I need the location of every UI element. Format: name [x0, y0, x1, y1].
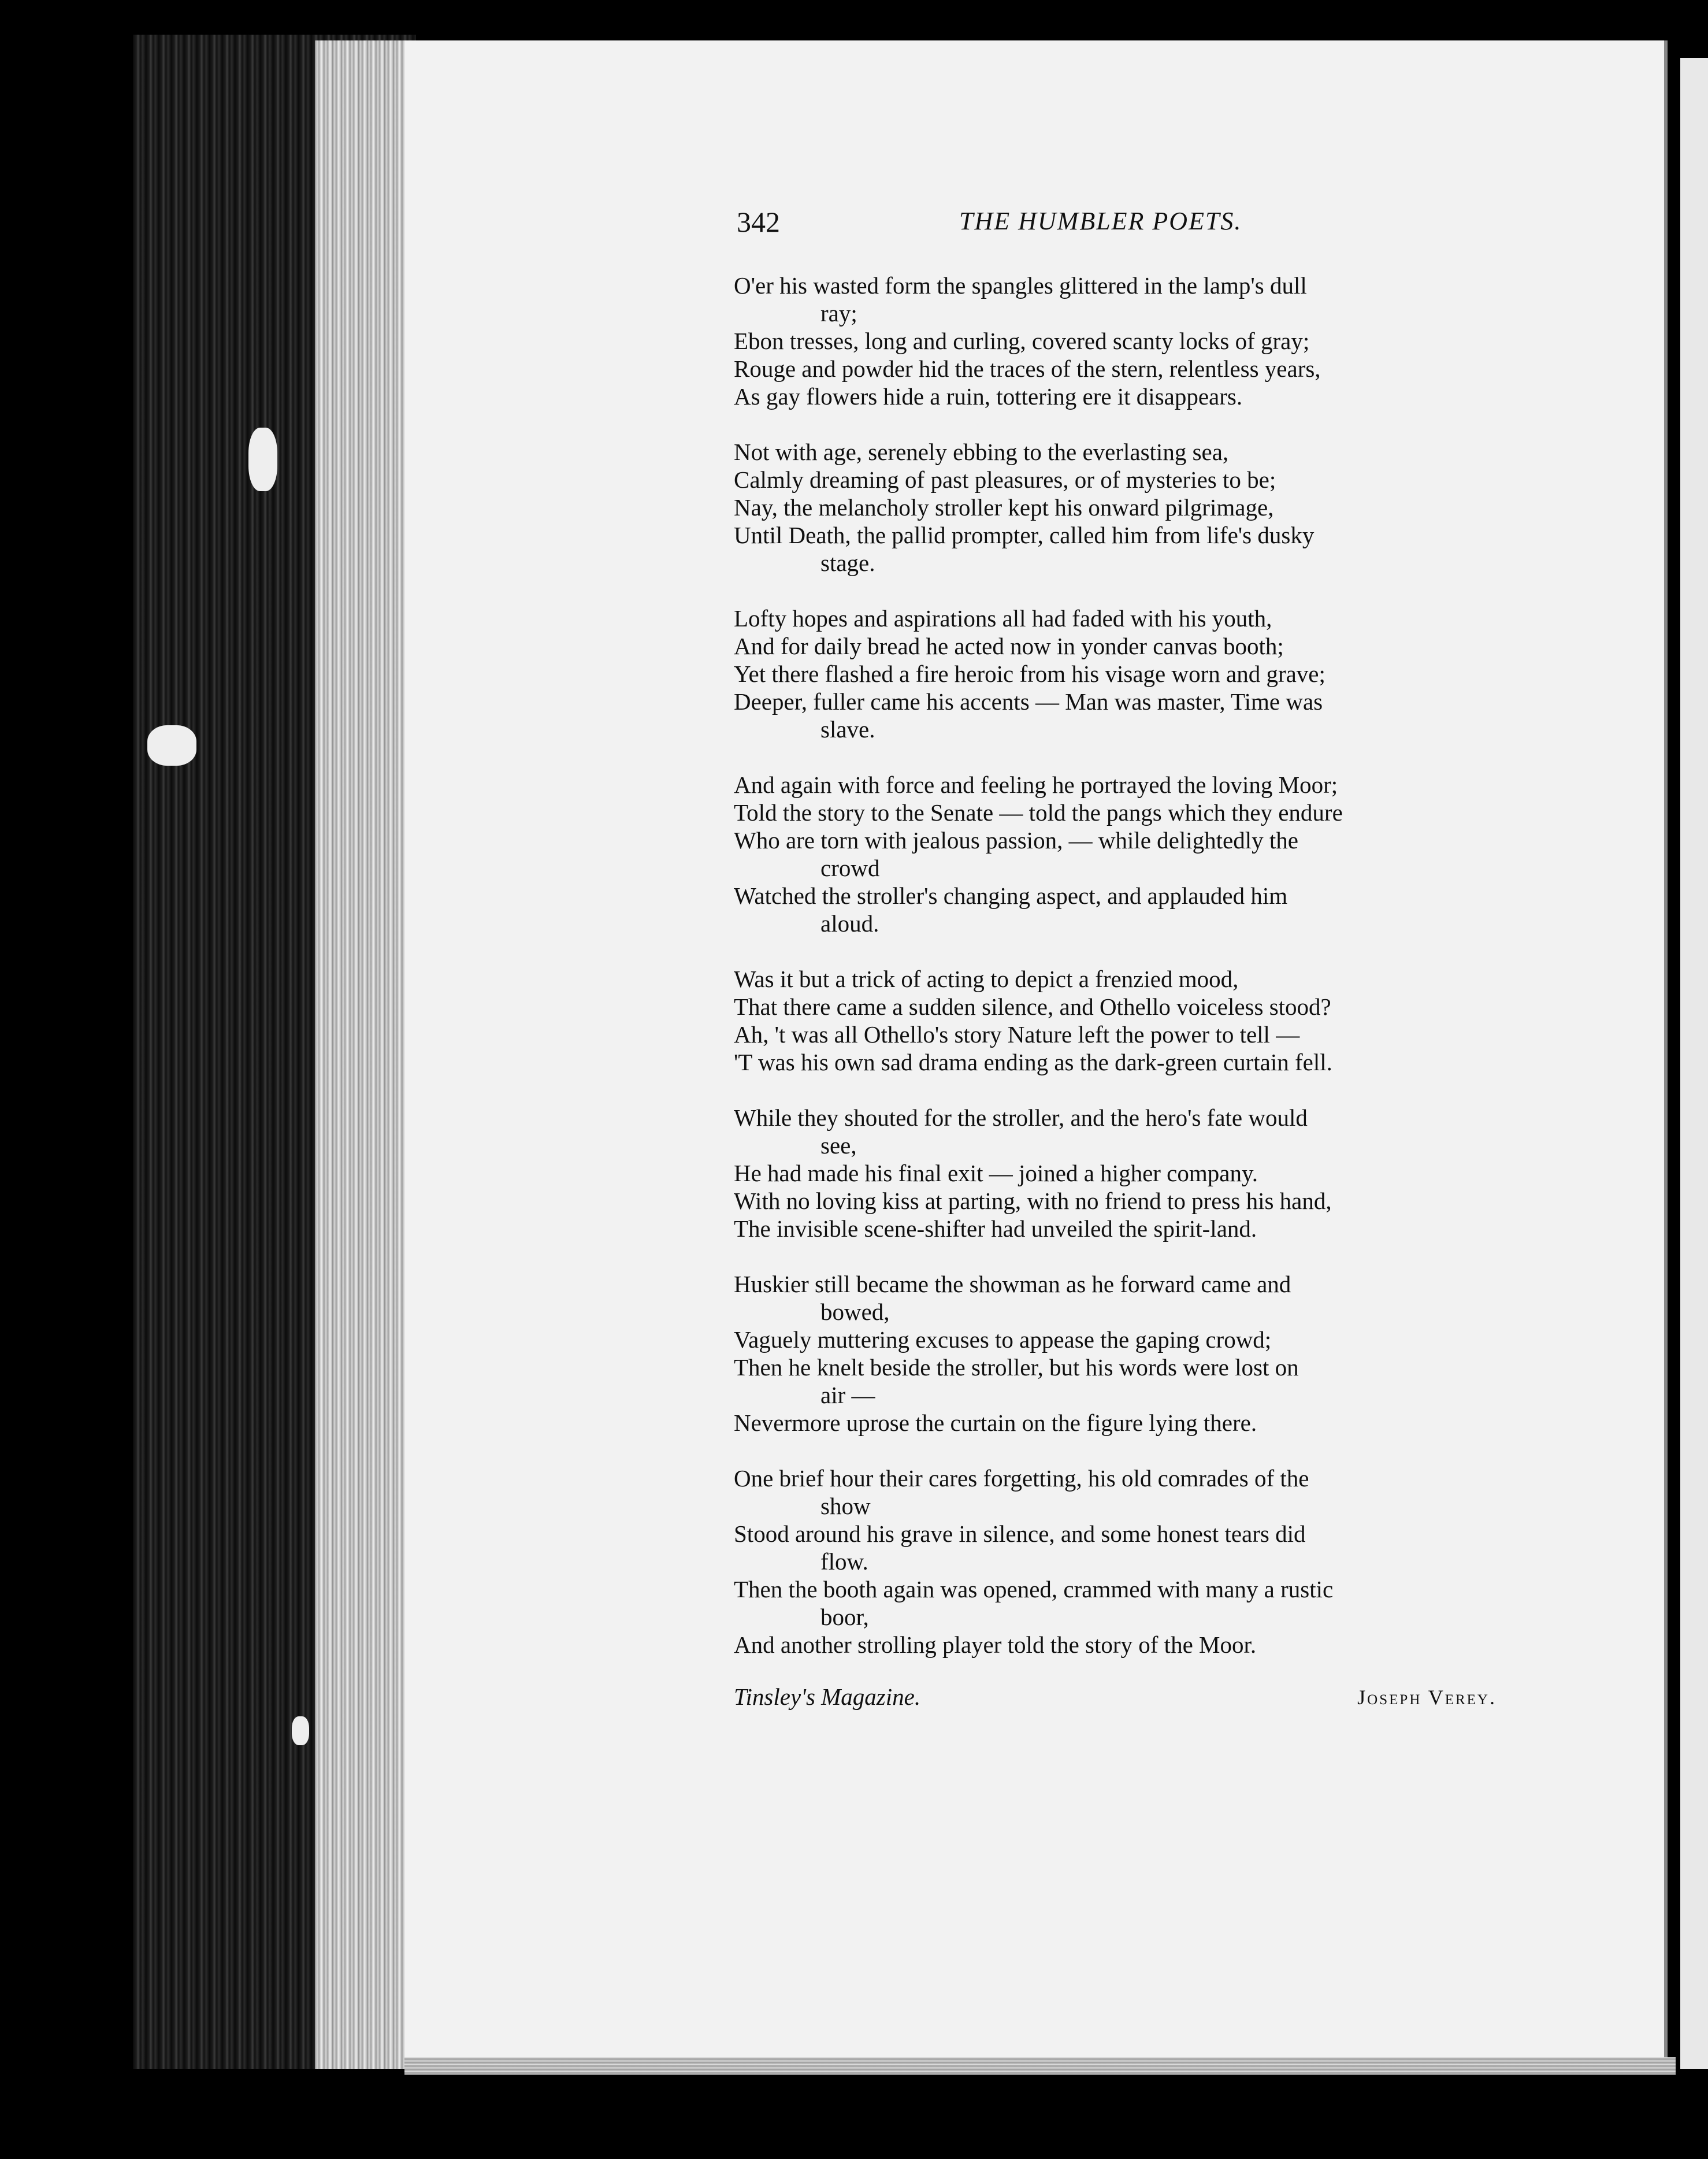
- scan-speck: [292, 1716, 309, 1745]
- poem-line-continuation: slave.: [820, 716, 875, 743]
- poem-line: Calmly dreaming of past pleasures, or of mysteries to be;: [734, 466, 1276, 493]
- poem-line: Nevermore uprose the curtain on the figure lying there.: [734, 1409, 1257, 1436]
- page-bottom-edge: [404, 2057, 1676, 2075]
- poem-line: And again with force and feeling he portrayed the loving Moor;: [734, 771, 1338, 798]
- poem-line: Who are torn with jealous passion, — while delightedly the: [734, 827, 1298, 854]
- facing-page-edge: [1676, 58, 1708, 2069]
- poem-line: Deeper, fuller came his accents — Man was master, Time was: [734, 688, 1323, 715]
- poem-line: And for daily bread he acted now in yonder canvas booth;: [734, 633, 1284, 659]
- poem-line-continuation: flow.: [820, 1548, 868, 1575]
- poem-line: Stood around his grave in silence, and some honest tears did: [734, 1520, 1306, 1547]
- poem-line: Ebon tresses, long and curling, covered scanty locks of gray;: [734, 328, 1310, 354]
- poem-line: Not with age, serenely ebbing to the everlasting sea,: [734, 439, 1229, 465]
- poem-line: Was it but a trick of acting to depict a frenzied mood,: [734, 966, 1239, 992]
- poem-line: The invisible scene-shifter had unveiled the spirit-land.: [734, 1215, 1257, 1242]
- poem-line-continuation: see,: [820, 1132, 857, 1159]
- poem-line: Then he knelt beside the stroller, but his words were lost on: [734, 1354, 1299, 1381]
- stanza: [734, 604, 1514, 743]
- stanza: [734, 1270, 1514, 1437]
- poem-line: Lofty hopes and aspirations all had faded with his youth,: [734, 605, 1272, 632]
- running-title: THE HUMBLER POETS.: [959, 207, 1242, 235]
- stanza: [734, 1464, 1514, 1659]
- poem-line-continuation: show: [820, 1493, 871, 1519]
- stanza: [734, 272, 1514, 410]
- poem-line: Ah, 't was all Othello's story Nature left the power to tell —: [734, 1021, 1300, 1048]
- poem-line-continuation: bowed,: [820, 1299, 890, 1325]
- page-number: 342: [737, 206, 780, 238]
- poem-line: Told the story to the Senate — told the pangs which they endure: [734, 799, 1343, 826]
- poem-line-continuation: aloud.: [820, 910, 879, 937]
- poem-line: One brief hour their cares forgetting, his old comrades of the: [734, 1465, 1309, 1492]
- poem-line: With no loving kiss at parting, with no friend to press his hand,: [734, 1188, 1332, 1214]
- scan-speck: [248, 428, 277, 491]
- poem: [734, 272, 1514, 1659]
- poem-line: Nay, the melancholy stroller kept his onward pilgrimage,: [734, 494, 1274, 521]
- poem-line: That there came a sudden silence, and Othello voiceless stood?: [734, 993, 1331, 1020]
- poem-line: Until Death, the pallid prompter, called him from life's dusky: [734, 522, 1315, 548]
- poem-line: Then the booth again was opened, crammed with many a rustic: [734, 1576, 1334, 1602]
- poem-line: Huskier still became the showman as he forward came and: [734, 1271, 1291, 1297]
- poem-line: Vaguely muttering excuses to appease the gaping crowd;: [734, 1326, 1272, 1353]
- poem-line-continuation: air —: [820, 1382, 875, 1408]
- source-credit: Tinsley's Magazine.: [734, 1683, 921, 1710]
- poem-line: O'er his wasted form the spangles glittered in the lamp's dull: [734, 272, 1307, 299]
- poem-line: He had made his final exit — joined a higher company.: [734, 1160, 1258, 1186]
- poem-line: Rouge and powder hid the traces of the stern, relentless years,: [734, 355, 1321, 382]
- poem-line-continuation: stage.: [820, 550, 875, 576]
- poem-line: Yet there flashed a fire heroic from his visage worn and grave;: [734, 661, 1325, 687]
- stanza: [734, 1104, 1514, 1242]
- poem-line: 'T was his own sad drama ending as the dark-green curtain fell.: [734, 1049, 1332, 1075]
- poem-line-continuation: crowd: [820, 855, 880, 881]
- poem-line: As gay flowers hide a ruin, tottering ere it disappears.: [734, 383, 1243, 410]
- stanza: [734, 965, 1514, 1076]
- running-head: [737, 205, 1315, 246]
- book-page-edges-light: [315, 40, 416, 2069]
- attribution: [734, 1683, 1497, 1717]
- stanza: [734, 438, 1514, 577]
- poem-line: Watched the stroller's changing aspect, and applauded him: [734, 882, 1288, 909]
- author-name: Joseph Verey.: [1357, 1686, 1497, 1709]
- poem-line: While they shouted for the stroller, and the hero's fate would: [734, 1104, 1308, 1131]
- scan-speck: [147, 725, 196, 766]
- stanza: [734, 771, 1514, 937]
- poem-line-continuation: ray;: [820, 300, 857, 327]
- poem-line-continuation: boor,: [820, 1604, 869, 1630]
- poem-line: And another strolling player told the story of the Moor.: [734, 1631, 1257, 1658]
